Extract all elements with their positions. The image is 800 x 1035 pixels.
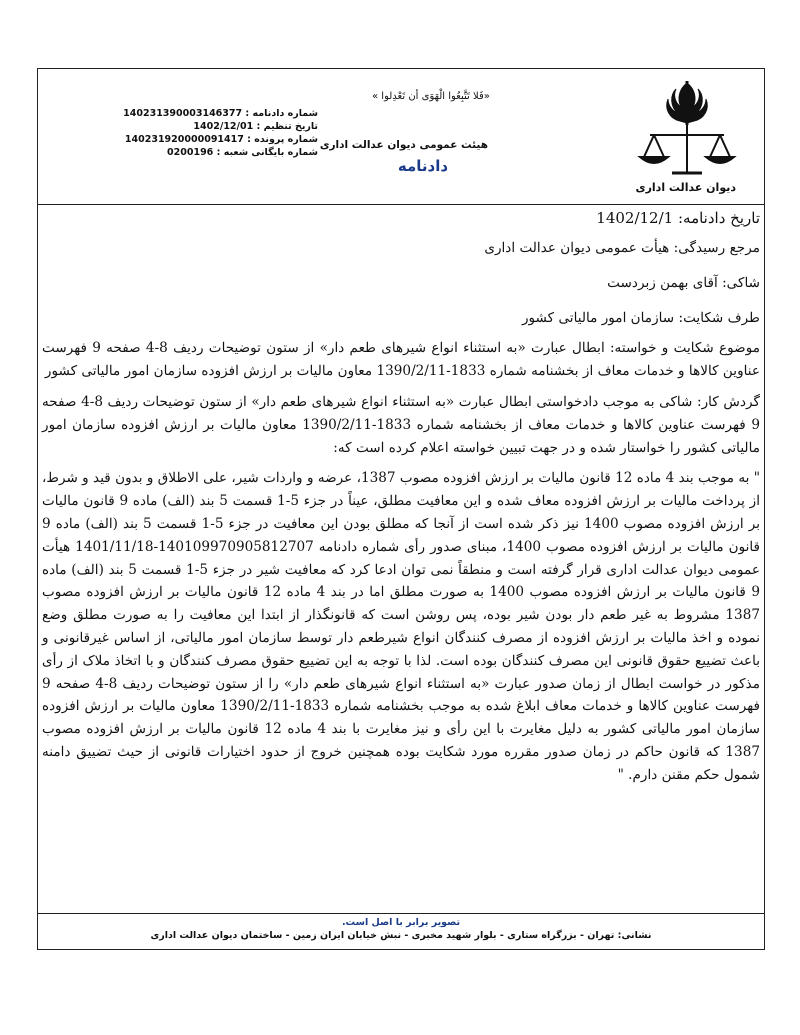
complaint-subject: موضوع شکایت و خواسته: ابطال عبارت «به استثناء انواع شیرهای طعم دار» از ستون توضیحات ردیف 8-4 صفحه 9 فهرست عناوین کالاها و خدمات معاف از بخشنامه شماره 1833-1390/2/11 معاون مالیات بر ارزش افزوده سازمان امور مالیاتی کشور <box>42 340 761 380</box>
document-footer <box>38 913 764 949</box>
scales-of-justice-icon <box>632 77 742 182</box>
certified-copy-note: تصویر برابر با اصل است. <box>341 917 461 928</box>
quran-verse: «فَلا تَتَّبِعُوا الْهَوَی أن تَعْدِلوا » <box>372 91 490 102</box>
document-frame <box>37 68 765 950</box>
plaintiff-statement: " به موجب بند 4 ماده 12 قانون مالیات بر ارزش افزوده مصوب 1387، عرضه و واردات شیر، علی الاطلاق و بدون قید و شرط، از پرداخت مالیات بر ارزش افزوده معاف شده و این معافیت مطلق، عیناً در جزء 5-1 قسمت 5 بند (الف) ماده 9 قانون مالیات بر ارزش افزوده مصوب 1400 نیز ذکر شده است از آنجا که مطلق بودن این معافیت در جزء 5-1 قسمت 5 بند (الف) ماده 9 قانون مالیات بر ارزش افزوده مصوب 1400، مبنای صدور رأی شماره دادنامه 140109970905812707-1401/11/18 هیأت عمومی دیوان عدالت اداری قرار گرفته است و منطقاً نمی توان ادعا کرد که معافیت شیر در جزء 5-1 قسمت 5 بند (الف) ماده 9 قانون مالیات بر ارزش افزوده مصوب 1400 به صورت مطلق اما در بند 4 ماده 12 قانون مالیات بر ارزش افزوده مصوب 1387 مشروط به غیر طعم دار بودن شیر بوده، پس روشن است که قانونگذار از ابتدا این معافیت را به صورت مطلق وضع نموده و اخذ مالیات بر ارزش افزوده از مصرف کنندگان انواع شیرطعم دار توسط سازمان امور مالیاتی، از اساس غیرقانونی و باعث تضییع حقوق قانونی این مصرف کنندگان بوده است. لذا با توجه به این تضییع حقوق مصرف کنندگان و با اتخاذ ملاک از رأی مذکور در خواست ابطال از زمان صدور عبارت «به استثناء انواع شیرهای طعم دار» را از ستون توضیحات ردیف 8-4 صفحه 9 فهرست عناوین کالاها و خدمات معاف ابلاغ شده به موجب بخشنامه شماره 1833-1390/2/11 معاون مالیات بر ارزش افزوده سازمان امور مالیاتی کشور به دلیل مغایرت با این رأی و نیز مغایرت با بند 4 ماده 12 قانون مالیات بر ارزش افزوده مصوب 1387 که قانون حاکم در زمان صدور مقرره مورد شکایت بوده همچنین خروج از حدود اختیارات قانونی از حیث تضییق دامنه شمول حکم مقنن دارم. " <box>42 470 761 783</box>
address-line: نشانی: تهران - بزرگراه ستاری - بلوار شهید مخبری - نبش خیابان ایران زمین - ساختمان دیوان عدالت اداری <box>150 930 652 941</box>
archive-number: شماره بایگانی شعبه : 0200196 <box>167 147 318 158</box>
org-name: دیوان عدالت اداری <box>635 181 736 194</box>
document-header <box>38 69 764 205</box>
document-body <box>42 207 760 787</box>
issue-date: تاریخ تنظیم : 1402/12/01 <box>193 121 318 132</box>
board-name: هیئت عمومی دیوان عدالت اداری <box>319 139 488 151</box>
file-number: شماره پرونده : 140231920000091417 <box>124 134 318 145</box>
judiciary-emblem <box>632 77 742 197</box>
verdict-number: شماره دادنامه : 140231390003146377 <box>123 108 318 119</box>
authority-line: مرجع رسیدگی: هیأت عمومی دیوان عدالت اداری <box>484 240 760 256</box>
document-meta <box>108 107 318 159</box>
document-title: دادنامه <box>397 157 449 175</box>
plaintiff-line: شاکی: آقای بهمن زبردست <box>607 274 760 291</box>
proceedings-paragraph: گردش کار: شاکی به موجب دادخواستی ابطال عبارت «به استثناء انواع شیرهای طعم دار» از ستون توضیحات ردیف 8-4 صفحه 9 فهرست عناوین کالاها و خدمات معاف از بخشنامه شماره 1833-1390/2/11 معاون مالیات بر ارزش افزوده سازمان امور مالیاتی کشور را خواستار شده و در جهت تبیین خواسته اعلام کرده است که: <box>42 393 760 456</box>
verdict-date: تاریخ دادنامه: 1402/12/1 <box>596 209 760 227</box>
defendant-line: طرف شکایت: سازمان امور مالیاتی کشور <box>521 309 760 326</box>
